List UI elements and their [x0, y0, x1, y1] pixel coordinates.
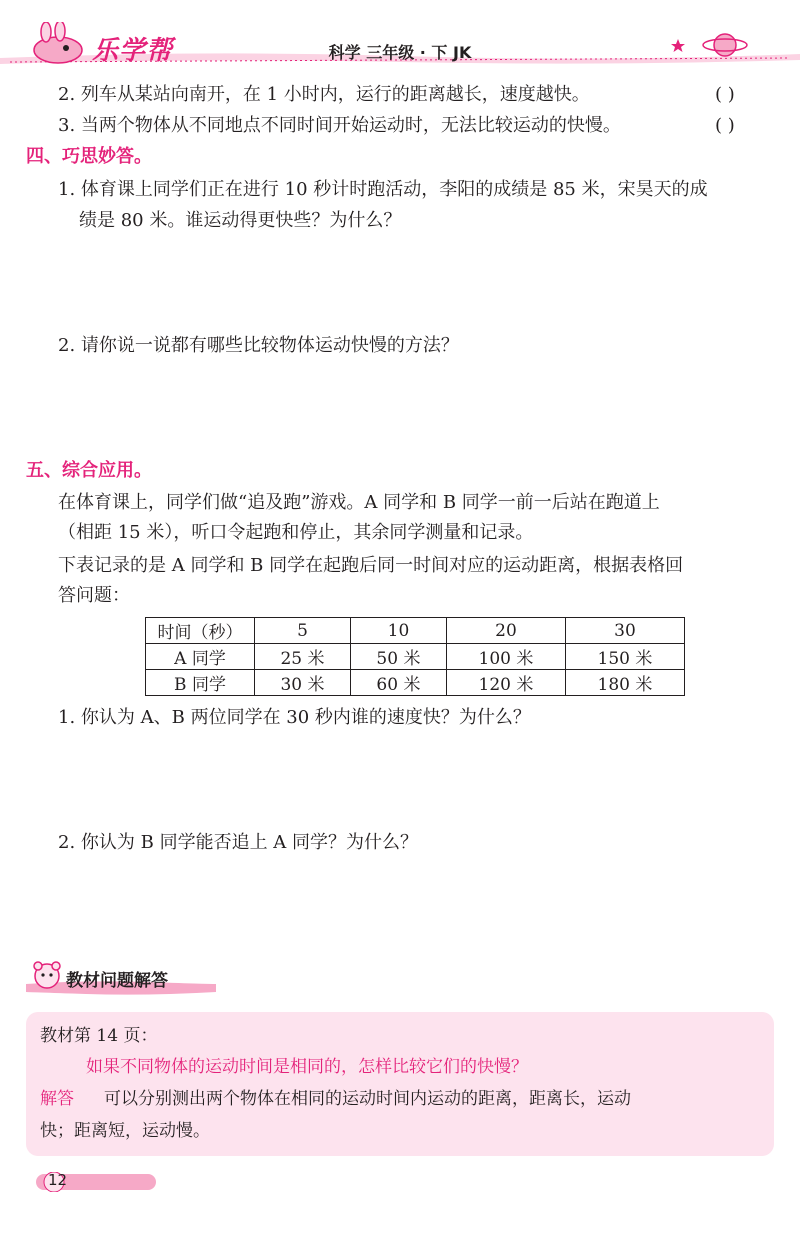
table-cell: B 同学 — [146, 670, 255, 696]
section4-q1-line2: 绩是 80 米。谁运动得更快些？为什么？ — [79, 210, 402, 231]
answer-label: 解答 — [40, 1089, 74, 1109]
table-header-row — [146, 618, 685, 644]
judge-item-3: 3. 当两个物体从不同地点不同时间开始运动时，无法比较运动的快慢。 — [58, 115, 621, 136]
answer-blank-3[interactable]: ( ) — [715, 115, 735, 136]
answer-line2: 快；距离短，运动慢。 — [40, 1121, 210, 1141]
table-row — [146, 644, 685, 670]
section5-para2-line2: 答问题： — [58, 585, 130, 606]
distance-table — [145, 617, 685, 696]
table-cell: 5 — [255, 618, 351, 644]
section4-q2: 2. 请你说一说都有哪些比较物体运动快慢的方法？ — [58, 335, 459, 356]
section4-title: 四、巧思妙答。 — [26, 146, 152, 167]
table-cell: A 同学 — [146, 644, 255, 670]
table-cell: 150 米 — [565, 644, 684, 670]
section5-para1-line2: （相距 15 米），听口令起跑和停止，其余同学测量和记录。 — [58, 522, 534, 543]
planet-icon — [700, 28, 750, 62]
section5-title: 五、综合应用。 — [26, 460, 152, 481]
table-cell: 180 米 — [565, 670, 684, 696]
table-cell: 120 米 — [446, 670, 565, 696]
table-row — [146, 670, 685, 696]
table-cell: 10 — [350, 618, 446, 644]
table-cell: 50 米 — [350, 644, 446, 670]
answer-blank-2[interactable]: ( ) — [715, 84, 735, 105]
logo-text: 乐学帮 — [92, 36, 174, 66]
answer-line1: 可以分别测出两个物体在相同的运动时间内运动的距离，距离长，运动 — [104, 1089, 631, 1109]
table-cell: 100 米 — [446, 644, 565, 670]
section5-para2-line1: 下表记录的是 A 同学和 B 同学在起跑后同一时间对应的运动距离，根据表格回 — [58, 555, 684, 576]
table-cell: 30 米 — [255, 670, 351, 696]
section5-q1: 1. 你认为 A、B 两位同学在 30 秒内谁的速度快？为什么？ — [58, 707, 531, 728]
page-number: 12 — [48, 1171, 68, 1189]
subject-title: 科学 三年级 · 下 JK — [328, 43, 472, 62]
table-cell: 20 — [446, 618, 565, 644]
star-icon — [670, 38, 686, 54]
table-cell: 25 米 — [255, 644, 351, 670]
table-cell: 60 米 — [350, 670, 446, 696]
section4-q1-line1: 1. 体育课上同学们正在进行 10 秒计时跑活动，李阳的成绩是 85 米，宋昊天的成 — [58, 179, 708, 200]
section5-para1-line1: 在体育课上，同学们做“追及跑”游戏。A 同学和 B 同学一前一后站在跑道上 — [58, 492, 660, 513]
section5-q2: 2. 你认为 B 同学能否追上 A 同学？为什么？ — [58, 832, 419, 853]
bear-mascot-icon — [30, 958, 64, 992]
textbook-banner-label: 教材问题解答 — [66, 971, 168, 991]
table-cell: 时间（秒） — [146, 618, 255, 644]
textbook-page-ref: 教材第 14 页： — [40, 1026, 158, 1046]
table-cell: 30 — [565, 618, 684, 644]
judge-item-2: 2. 列车从某站向南开，在 1 小时内，运行的距离越长，速度越快。 — [58, 84, 590, 105]
textbook-question: 如果不同物体的运动时间是相同的，怎样比较它们的快慢？ — [86, 1057, 528, 1077]
